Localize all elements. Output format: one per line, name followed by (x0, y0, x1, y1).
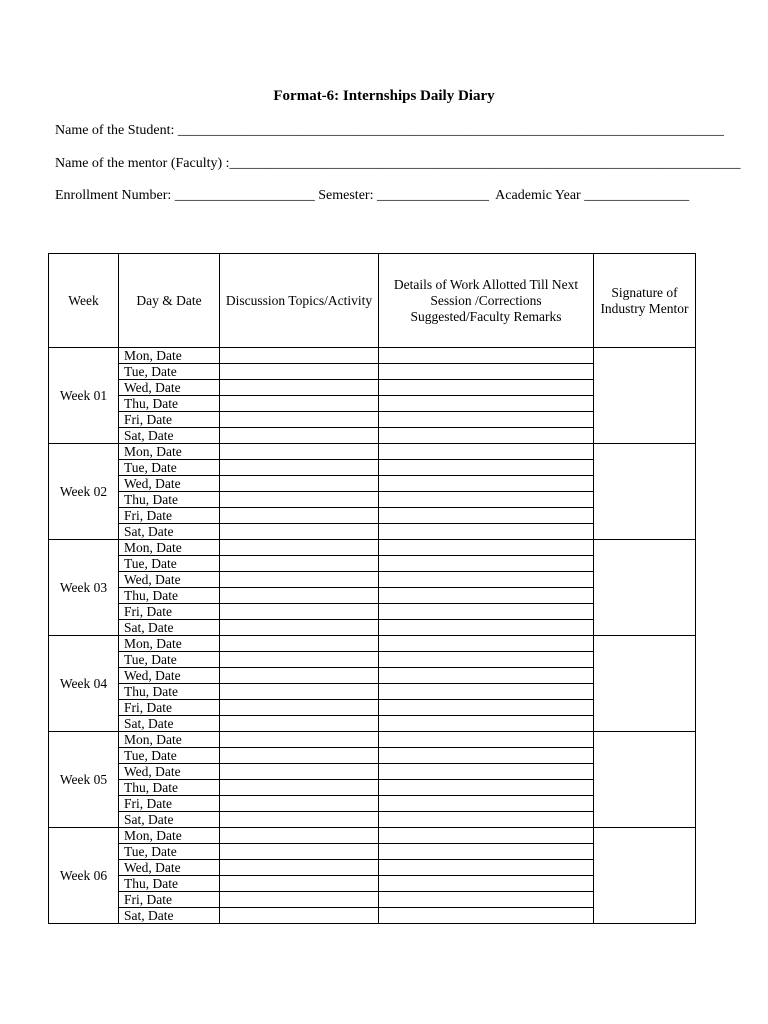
day-date-cell: Tue, Date (119, 748, 220, 764)
details-cell[interactable] (379, 892, 594, 908)
details-cell[interactable] (379, 428, 594, 444)
details-cell[interactable] (379, 748, 594, 764)
signature-cell[interactable] (594, 732, 696, 828)
day-date-cell: Mon, Date (119, 540, 220, 556)
discussion-cell[interactable] (220, 684, 379, 700)
day-date-cell: Wed, Date (119, 476, 220, 492)
discussion-cell[interactable] (220, 636, 379, 652)
details-cell[interactable] (379, 700, 594, 716)
day-date-cell: Sat, Date (119, 716, 220, 732)
day-date-cell: Mon, Date (119, 444, 220, 460)
details-cell[interactable] (379, 588, 594, 604)
mentor-name-field[interactable]: Name of the mentor (Faculty) :_________________________________________________________________________ (55, 156, 741, 171)
day-date-cell: Sat, Date (119, 428, 220, 444)
discussion-cell[interactable] (220, 460, 379, 476)
header-details: Details of Work Allotted Till Next Session /Corrections Suggested/Faculty Remarks (379, 254, 594, 348)
day-date-cell: Thu, Date (119, 396, 220, 412)
day-date-cell: Thu, Date (119, 588, 220, 604)
details-cell[interactable] (379, 780, 594, 796)
day-date-cell: Fri, Date (119, 604, 220, 620)
week-label: Week 05 (49, 732, 119, 828)
details-cell[interactable] (379, 812, 594, 828)
week-label: Week 06 (49, 828, 119, 924)
details-cell[interactable] (379, 876, 594, 892)
signature-cell[interactable] (594, 444, 696, 540)
discussion-cell[interactable] (220, 748, 379, 764)
details-cell[interactable] (379, 684, 594, 700)
discussion-cell[interactable] (220, 732, 379, 748)
day-date-cell: Thu, Date (119, 876, 220, 892)
discussion-cell[interactable] (220, 540, 379, 556)
day-date-cell: Thu, Date (119, 780, 220, 796)
day-date-cell: Sat, Date (119, 812, 220, 828)
details-cell[interactable] (379, 620, 594, 636)
header-week: Week (49, 254, 119, 348)
day-date-cell: Mon, Date (119, 348, 220, 364)
details-cell[interactable] (379, 652, 594, 668)
discussion-cell[interactable] (220, 604, 379, 620)
discussion-cell[interactable] (220, 348, 379, 364)
signature-cell[interactable] (594, 636, 696, 732)
day-date-cell: Fri, Date (119, 892, 220, 908)
discussion-cell[interactable] (220, 524, 379, 540)
day-date-cell: Tue, Date (119, 364, 220, 380)
details-cell[interactable] (379, 556, 594, 572)
table-row (49, 828, 696, 844)
day-date-cell: Tue, Date (119, 652, 220, 668)
details-cell[interactable] (379, 764, 594, 780)
discussion-cell[interactable] (220, 444, 379, 460)
table-row (49, 348, 696, 364)
details-cell[interactable] (379, 364, 594, 380)
day-date-cell: Tue, Date (119, 460, 220, 476)
enrollment-semester-year-field[interactable]: Enrollment Number: ____________________ Semester: ________________ Academic Year _______________ (55, 188, 690, 203)
details-cell[interactable] (379, 604, 594, 620)
details-cell[interactable] (379, 492, 594, 508)
details-cell[interactable] (379, 540, 594, 556)
discussion-cell[interactable] (220, 700, 379, 716)
signature-cell[interactable] (594, 828, 696, 924)
details-cell[interactable] (379, 412, 594, 428)
week-label: Week 03 (49, 540, 119, 636)
discussion-cell[interactable] (220, 796, 379, 812)
details-cell[interactable] (379, 716, 594, 732)
details-cell[interactable] (379, 796, 594, 812)
details-cell[interactable] (379, 668, 594, 684)
week-label: Week 02 (49, 444, 119, 540)
day-date-cell: Wed, Date (119, 860, 220, 876)
discussion-cell[interactable] (220, 876, 379, 892)
header-day-date: Day & Date (119, 254, 220, 348)
discussion-cell[interactable] (220, 588, 379, 604)
student-name-field[interactable]: Name of the Student: ______________________________________________________________________________ (55, 123, 724, 138)
discussion-cell[interactable] (220, 492, 379, 508)
week-label: Week 04 (49, 636, 119, 732)
table-row (49, 444, 696, 460)
discussion-cell[interactable] (220, 860, 379, 876)
table-row (49, 636, 696, 652)
table-row (49, 732, 696, 748)
day-date-cell: Fri, Date (119, 508, 220, 524)
discussion-cell[interactable] (220, 620, 379, 636)
day-date-cell: Tue, Date (119, 556, 220, 572)
details-cell[interactable] (379, 380, 594, 396)
table-row (49, 540, 696, 556)
discussion-cell[interactable] (220, 364, 379, 380)
day-date-cell: Fri, Date (119, 412, 220, 428)
day-date-cell: Sat, Date (119, 620, 220, 636)
header-row (49, 254, 696, 348)
signature-cell[interactable] (594, 540, 696, 636)
discussion-cell[interactable] (220, 652, 379, 668)
header-discussion: Discussion Topics/Activity (220, 254, 379, 348)
details-cell[interactable] (379, 396, 594, 412)
week-label: Week 01 (49, 348, 119, 444)
discussion-cell[interactable] (220, 716, 379, 732)
details-cell[interactable] (379, 524, 594, 540)
day-date-cell: Thu, Date (119, 492, 220, 508)
day-date-cell: Mon, Date (119, 636, 220, 652)
day-date-cell: Wed, Date (119, 668, 220, 684)
discussion-cell[interactable] (220, 764, 379, 780)
discussion-cell[interactable] (220, 844, 379, 860)
details-cell[interactable] (379, 508, 594, 524)
day-date-cell: Tue, Date (119, 844, 220, 860)
day-date-cell: Thu, Date (119, 684, 220, 700)
details-cell[interactable] (379, 860, 594, 876)
discussion-cell[interactable] (220, 892, 379, 908)
details-cell[interactable] (379, 636, 594, 652)
day-date-cell: Fri, Date (119, 796, 220, 812)
form-title: Format-6: Internships Daily Diary (273, 88, 495, 104)
day-date-cell: Mon, Date (119, 732, 220, 748)
day-date-cell: Wed, Date (119, 764, 220, 780)
details-cell[interactable] (379, 844, 594, 860)
discussion-cell[interactable] (220, 908, 379, 924)
signature-cell[interactable] (594, 348, 696, 444)
details-cell[interactable] (379, 460, 594, 476)
discussion-cell[interactable] (220, 572, 379, 588)
details-cell[interactable] (379, 348, 594, 364)
day-date-cell: Mon, Date (119, 828, 220, 844)
day-date-cell: Fri, Date (119, 700, 220, 716)
day-date-cell: Sat, Date (119, 908, 220, 924)
details-cell[interactable] (379, 908, 594, 924)
discussion-cell[interactable] (220, 396, 379, 412)
details-cell[interactable] (379, 444, 594, 460)
discussion-cell[interactable] (220, 476, 379, 492)
details-cell[interactable] (379, 572, 594, 588)
day-date-cell: Sat, Date (119, 524, 220, 540)
details-cell[interactable] (379, 476, 594, 492)
discussion-cell[interactable] (220, 508, 379, 524)
details-cell[interactable] (379, 828, 594, 844)
details-cell[interactable] (379, 732, 594, 748)
day-date-cell: Wed, Date (119, 572, 220, 588)
discussion-cell[interactable] (220, 828, 379, 844)
discussion-cell[interactable] (220, 412, 379, 428)
discussion-cell[interactable] (220, 428, 379, 444)
diary-body (49, 348, 696, 924)
discussion-cell[interactable] (220, 780, 379, 796)
discussion-cell[interactable] (220, 380, 379, 396)
discussion-cell[interactable] (220, 812, 379, 828)
day-date-cell: Wed, Date (119, 380, 220, 396)
discussion-cell[interactable] (220, 668, 379, 684)
diary-table (48, 253, 696, 924)
header-signature: Signature of Industry Mentor (594, 254, 696, 348)
discussion-cell[interactable] (220, 556, 379, 572)
